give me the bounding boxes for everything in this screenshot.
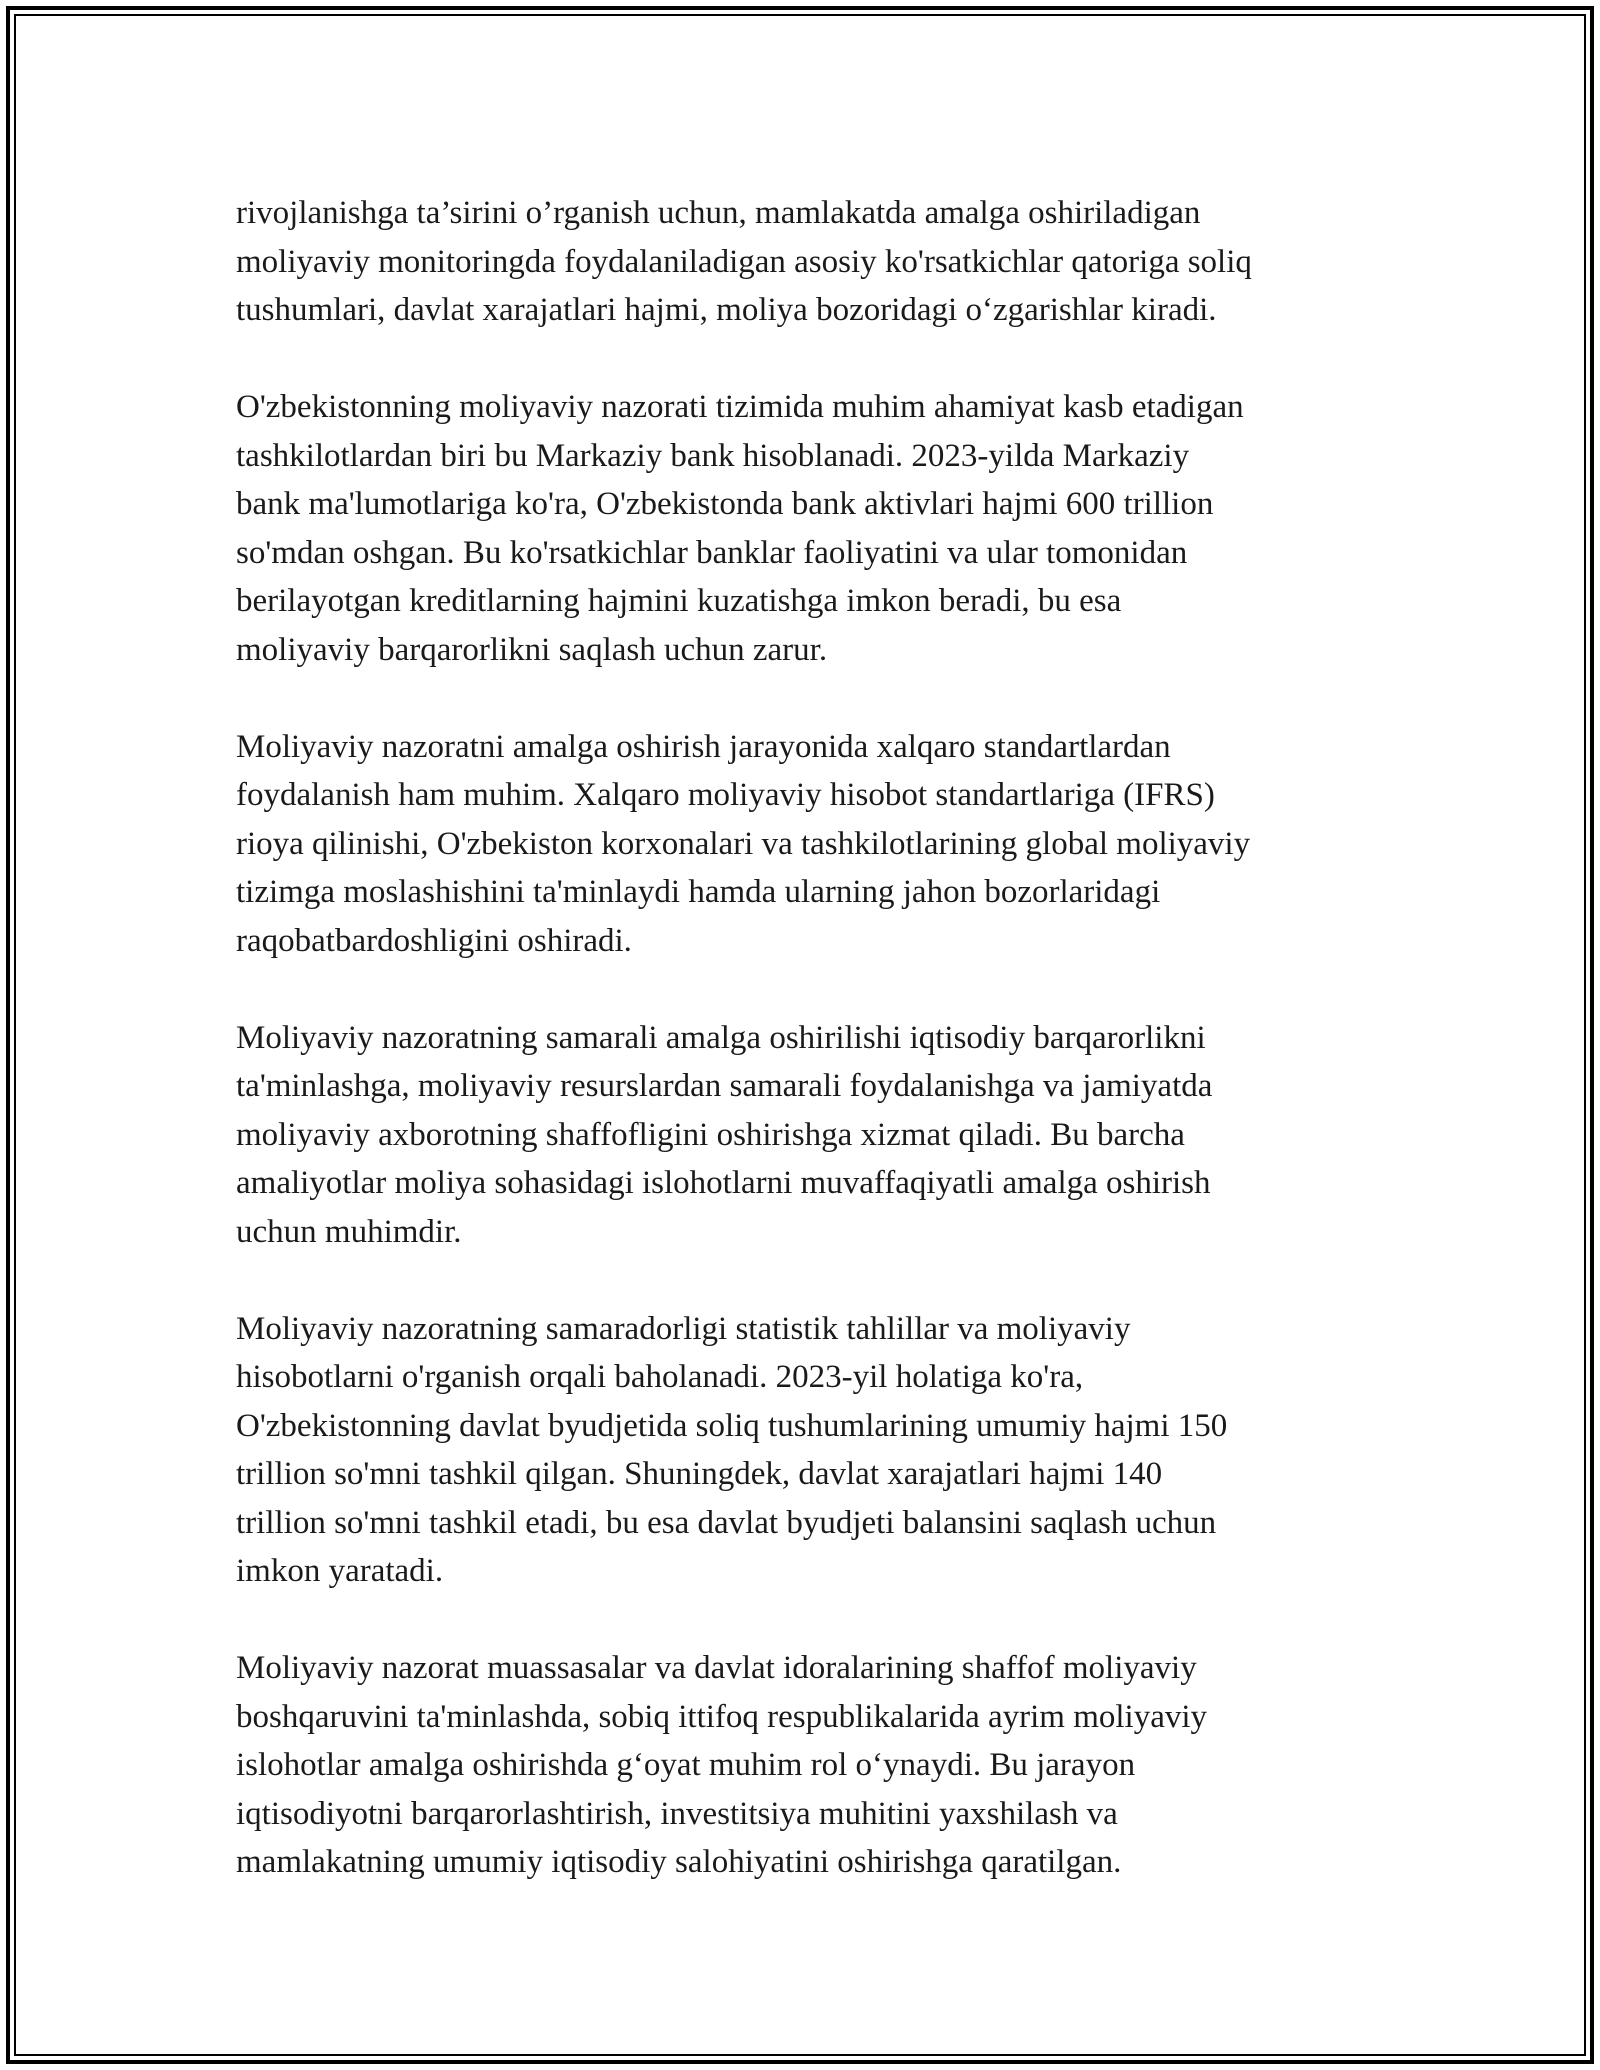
text-line: moliyaviy axborotning shaffofligini oshirishga xizmat qiladi. Bu barcha xyxy=(236,1116,1185,1153)
text-line: tushumlari, davlat xarajatlari hajmi, moliya bozoridagi o‘zgarishlar kiradi. xyxy=(236,292,1217,328)
paragraph xyxy=(236,383,1366,674)
text-line: trillion so'mni tashkil etadi, bu esa davlat byudjeti balansini saqlash uchun xyxy=(236,1504,1217,1541)
text-line: Moliyaviy nazorat muassasalar va davlat idoralarining shaffof moliyaviy xyxy=(236,1650,1197,1686)
text-line: tizimga moslashishini ta'minlaydi hamda ularning jahon bozorlaridagi xyxy=(236,874,1161,910)
text-line: imkon yaratadi. xyxy=(236,1553,444,1589)
text-line: iqtisodiyotni barqarorlashtirish, investitsiya muhitini yaxshilash va xyxy=(236,1795,1118,1832)
text-line: Moliyaviy nazoratning samarali amalga oshirilishi iqtisodiy barqarorlikni xyxy=(236,1019,1206,1056)
paragraph xyxy=(236,189,1366,335)
paragraph xyxy=(236,1644,1366,1887)
paragraph xyxy=(236,723,1366,966)
text-line: mamlakatning umumiy iqtisodiy salohiyatini oshirishga qaratilgan. xyxy=(236,1844,1122,1880)
text-line: rivojlanishga ta’sirini o’rganish uchun, mamlakatda amalga oshiriladigan xyxy=(236,195,1201,231)
text-line: hisobotlarni o'rganish orqali baholanadi. 2023-yil holatiga ko'ra, xyxy=(236,1359,1084,1395)
text-line: berilayotgan kreditlarning hajmini kuzatishga imkon beradi, bu esa xyxy=(236,583,1122,619)
text-line: ta'minlashga, moliyaviy resurslardan samarali foydalanishga va jamiyatda xyxy=(236,1068,1213,1104)
text-line: O'zbekistonning moliyaviy nazorati tizimida muhim ahamiyat kasb etadigan xyxy=(236,389,1244,425)
paragraph xyxy=(236,1014,1366,1257)
text-line: uchun muhimdir. xyxy=(236,1213,462,1250)
text-line: Moliyaviy nazoratning samaradorligi statistik tahlillar va moliyaviy xyxy=(236,1310,1131,1347)
text-line: bank ma'lumotlariga ko'ra, O'zbekistonda bank aktivlari hajmi 600 trillion xyxy=(236,486,1214,522)
paragraph xyxy=(236,1305,1366,1596)
text-line: trillion so'mni tashkil qilgan. Shuningdek, davlat xarajatlari hajmi 140 xyxy=(236,1456,1163,1492)
text-line: raqobatbardoshligini oshiradi. xyxy=(236,922,632,959)
text-line: Moliyaviy nazoratni amalga oshirish jarayonida xalqaro standartlardan xyxy=(236,728,1171,765)
text-line: boshqaruvini ta'minlashda, sobiq ittifoq respublikalarida ayrim moliyaviy xyxy=(236,1698,1208,1735)
text-line: moliyaviy monitoringda foydalaniladigan asosiy ko'rsatkichlar qatoriga soliq xyxy=(236,243,1252,280)
text-line: foydalanish ham muhim. Xalqaro moliyaviy hisobot standartlariga (IFRS) xyxy=(236,777,1215,813)
text-line: O'zbekistonning davlat byudjetida soliq tushumlarining umumiy hajmi 150 xyxy=(236,1407,1228,1444)
text-line: islohotlar amalga oshirishda g‘oyat muhim rol o‘ynaydi. Bu jarayon xyxy=(236,1747,1136,1783)
text-line: moliyaviy barqarorlikni saqlash uchun zarur. xyxy=(236,631,828,668)
text-line: amaliyotlar moliya sohasidagi islohotlarni muvaffaqiyatli amalga oshirish xyxy=(236,1165,1211,1201)
text-line: so'mdan oshgan. Bu ko'rsatkichlar banklar faoliyatini va ular tomonidan xyxy=(236,534,1188,571)
text-line: tashkilotlardan biri bu Markaziy bank hisoblanadi. 2023-yilda Markaziy xyxy=(236,437,1190,474)
document-body xyxy=(236,189,1366,1935)
text-line: rioya qilinishi, O'zbekiston korxonalari va tashkilotlarining global moliyaviy xyxy=(236,825,1251,862)
